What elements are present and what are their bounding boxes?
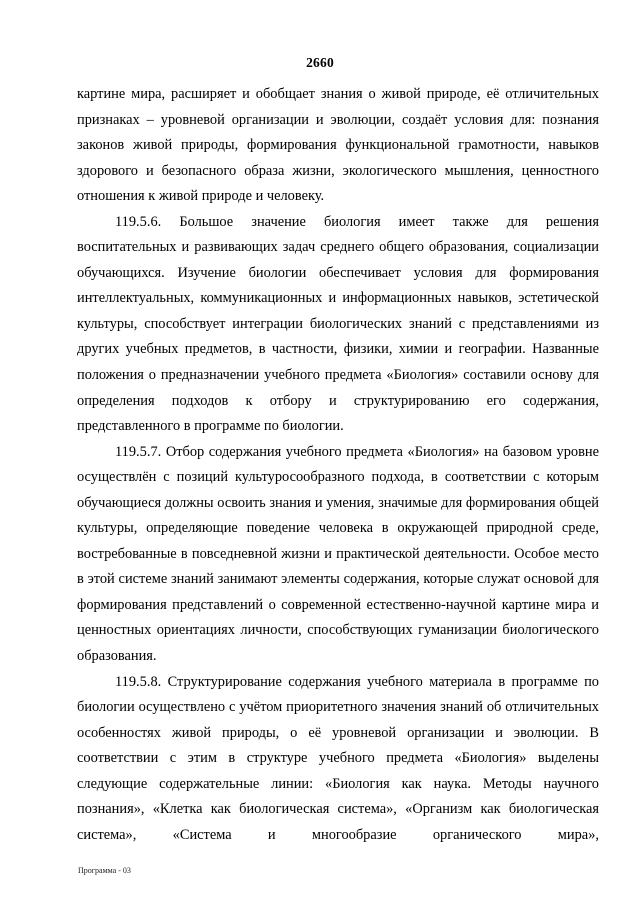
paragraph-continuation: картине мира, расширяет и обобщает знания о живой природе, её отличительных признаках – уровневой организации и эволюции, создаёт условия для: познания законов живой природы, формирования функциональной грамотности, навыков здорового и безопасного образа жизни, экологического мышления, ценностного отношения к живой природе и человеку. — [77, 86, 599, 205]
paragraph-119-5-8: 119.5.8. Структурирование содержания учебного материала в программе по биологии осуществлено с учётом приоритетного значения знаний об отличительных особенностях живой природы, о её уровневой организации и эволюции. В соответствии с этим в структуре учебного предмета «Биология» выделены следующие содержательные линии: «Биология как наука. Методы научного познания», «Клетка как биологическая система», «Организм как биологическая система», «Система и многообразие органического мира», — [77, 673, 599, 843]
paragraph-119-5-7: 119.5.7. Отбор содержания учебного предмета «Биология» на базовом уровне осуществлён с позиций культуросообразного подхода, в соответствии с которым обучающиеся должны освоить знания и умения, значимые для формирования общей культуры, определяющие поведение человека в окружающей природной среде, востребованные в повседневной жизни и практической деятельности. Особое место в этой системе знаний занимают элементы содержания, которые служат основой для формирования представлений о современной естественно-научной картине мира и ценностных ориентациях личности, способствующих гуманизации биологического образования. — [77, 443, 599, 665]
footer-note: Программа - 03 — [78, 866, 131, 875]
page-number: 2660 — [306, 55, 334, 70]
paragraph-119-5-6: 119.5.6. Большое значение биология имеет также для решения воспитательных и развивающих задач среднего общего образования, социализации обучающихся. Изучение биологии обеспечивает условия для формирования интеллектуальных, коммуникационных и информационных навыков, эстетической культуры, способствует интеграции биологических знаний с представлениями из других учебных предметов, в частности, физики, химии и географии. Названные положения о предназначении учебного предмета «Биология» составили основу для определения подходов к отбору и структурированию его содержания, представленного в программе по биологии. — [77, 213, 599, 435]
document-body — [77, 82, 599, 848]
